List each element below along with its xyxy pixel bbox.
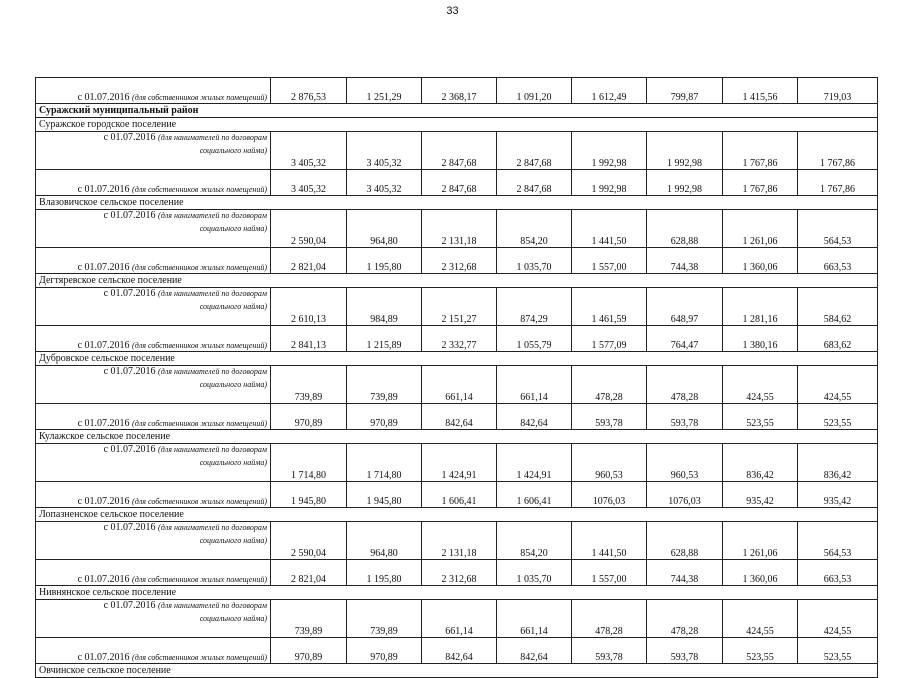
tenants-tariff-row xyxy=(36,132,878,170)
tariff-value: 564,53 xyxy=(798,210,878,248)
effective-date: с 01.07.2016 xyxy=(77,652,130,663)
row-label xyxy=(36,78,271,104)
effective-date: с 01.07.2016 xyxy=(77,184,130,195)
tariff-value: 970,89 xyxy=(271,404,347,430)
category-note: (для собственников жилых помещений) xyxy=(132,575,267,584)
effective-date: с 01.07.2016 xyxy=(77,92,130,103)
owners-tariff-row xyxy=(36,638,878,664)
row-label xyxy=(36,132,271,170)
effective-date: с 01.07.2016 xyxy=(103,366,156,377)
tariff-value: 935,42 xyxy=(723,482,798,508)
row-label xyxy=(36,248,271,274)
category-note: (для собственников жилых помещений) xyxy=(132,497,267,506)
tariff-value: 739,89 xyxy=(347,366,422,404)
row-label xyxy=(36,522,271,560)
category-note: (для собственников жилых помещений) xyxy=(132,341,267,350)
category-note: (для нанимателей по договорам xyxy=(158,445,267,454)
tariff-value: 842,64 xyxy=(497,404,572,430)
category-note: (для собственников жилых помещений) xyxy=(132,185,267,194)
effective-date: с 01.07.2016 xyxy=(77,496,130,507)
tariff-value: 1 767,86 xyxy=(723,132,798,170)
tariff-value: 2 332,77 xyxy=(422,326,497,352)
row-label xyxy=(36,482,271,508)
tariff-value: 1 612,49 xyxy=(572,78,647,104)
category-note: (для нанимателей по договорам xyxy=(158,289,267,298)
tariff-value: 584,62 xyxy=(798,288,878,326)
category-note-continued: социального найма) xyxy=(199,458,267,467)
tariff-value: 3 405,32 xyxy=(271,170,347,196)
settlement-name: Суражское городское поселение xyxy=(36,118,878,132)
tariff-value: 1 606,41 xyxy=(497,482,572,508)
tariff-value: 970,89 xyxy=(271,638,347,664)
settlement-name: Кулажское сельское поселение xyxy=(36,430,878,444)
tariff-value: 1 992,98 xyxy=(572,132,647,170)
row-label xyxy=(36,404,271,430)
tariff-value: 1 441,50 xyxy=(572,522,647,560)
tariff-value: 593,78 xyxy=(572,638,647,664)
settlement-name: Овчинское сельское поселение xyxy=(36,664,878,678)
tariff-value: 1 945,80 xyxy=(271,482,347,508)
row-label xyxy=(36,366,271,404)
tariff-value: 2 131,18 xyxy=(422,522,497,560)
tariff-value: 1 714,80 xyxy=(347,444,422,482)
tariff-value: 523,55 xyxy=(723,404,798,430)
tariff-value: 1 195,80 xyxy=(347,248,422,274)
tariff-value: 1 215,89 xyxy=(347,326,422,352)
tariff-value: 1 767,86 xyxy=(798,170,878,196)
tariff-value: 648,97 xyxy=(647,288,723,326)
settlement-name: Лопазненское сельское поселение xyxy=(36,508,878,522)
tariff-value: 1 055,79 xyxy=(497,326,572,352)
tariff-value: 842,64 xyxy=(422,638,497,664)
tariff-value: 424,55 xyxy=(723,600,798,638)
tariff-value: 1 767,86 xyxy=(798,132,878,170)
tariff-value: 478,28 xyxy=(572,600,647,638)
tariff-value: 478,28 xyxy=(647,600,723,638)
tariff-value: 854,20 xyxy=(497,210,572,248)
tariff-value: 628,88 xyxy=(647,522,723,560)
tariff-value: 836,42 xyxy=(798,444,878,482)
tariff-value: 1 251,29 xyxy=(347,78,422,104)
tariff-value: 842,64 xyxy=(422,404,497,430)
tariff-value: 1 035,70 xyxy=(497,248,572,274)
category-note: (для нанимателей по договорам xyxy=(158,367,267,376)
tariff-value: 1 557,00 xyxy=(572,560,647,586)
effective-date: с 01.07.2016 xyxy=(103,600,156,611)
row-label xyxy=(36,638,271,664)
tariff-value: 1 261,06 xyxy=(723,210,798,248)
tariff-table xyxy=(35,77,878,678)
owners-tariff-row xyxy=(36,482,878,508)
tariff-value: 1 767,86 xyxy=(723,170,798,196)
tariff-value: 1 360,06 xyxy=(723,248,798,274)
settlement-header-row xyxy=(36,352,878,366)
owners-tariff-row xyxy=(36,326,878,352)
tariff-value: 424,55 xyxy=(723,366,798,404)
owners-tariff-row xyxy=(36,78,878,104)
row-label xyxy=(36,600,271,638)
tariff-value: 3 405,32 xyxy=(347,170,422,196)
tariff-value: 1 714,80 xyxy=(271,444,347,482)
category-note: (для нанимателей по договорам xyxy=(158,523,267,532)
tariff-value: 960,53 xyxy=(647,444,723,482)
row-label xyxy=(36,560,271,586)
page-number: 33 xyxy=(446,5,459,17)
tariff-value: 2 847,68 xyxy=(497,170,572,196)
tariff-value: 739,89 xyxy=(347,600,422,638)
tariff-value: 836,42 xyxy=(723,444,798,482)
settlement-name: Дегтяревское сельское поселение xyxy=(36,274,878,288)
tariff-value: 799,87 xyxy=(647,78,723,104)
tariff-value: 2 876,53 xyxy=(271,78,347,104)
effective-date: с 01.07.2016 xyxy=(103,444,156,455)
tariff-value: 1 577,09 xyxy=(572,326,647,352)
settlement-header-row xyxy=(36,118,878,132)
tariff-value: 663,53 xyxy=(798,560,878,586)
tariff-value: 593,78 xyxy=(647,638,723,664)
tariff-value: 1 261,06 xyxy=(723,522,798,560)
tariff-value: 661,14 xyxy=(422,600,497,638)
row-label xyxy=(36,444,271,482)
tariff-value: 2 847,68 xyxy=(422,132,497,170)
row-label xyxy=(36,288,271,326)
effective-date: с 01.07.2016 xyxy=(103,288,156,299)
tariff-value: 478,28 xyxy=(572,366,647,404)
tenants-tariff-row xyxy=(36,210,878,248)
tariff-value: 564,53 xyxy=(798,522,878,560)
effective-date: с 01.07.2016 xyxy=(77,340,130,351)
owners-tariff-row xyxy=(36,248,878,274)
owners-tariff-row xyxy=(36,404,878,430)
tenants-tariff-row xyxy=(36,288,878,326)
category-note-continued: социального найма) xyxy=(199,302,267,311)
owners-tariff-row xyxy=(36,560,878,586)
effective-date: с 01.07.2016 xyxy=(77,262,130,273)
settlement-header-row xyxy=(36,196,878,210)
category-note: (для нанимателей по договорам xyxy=(158,133,267,142)
tariff-value: 984,89 xyxy=(347,288,422,326)
category-note-continued: социального найма) xyxy=(199,224,267,233)
tariff-value: 744,38 xyxy=(647,560,723,586)
category-note: (для собственников жилых помещений) xyxy=(132,93,267,102)
tariff-value: 739,89 xyxy=(271,600,347,638)
table-body xyxy=(36,78,878,678)
tariff-value: 1 380,16 xyxy=(723,326,798,352)
tariff-value: 2 131,18 xyxy=(422,210,497,248)
tariff-value: 1 424,91 xyxy=(497,444,572,482)
tariff-value: 935,42 xyxy=(798,482,878,508)
tariff-value: 960,53 xyxy=(572,444,647,482)
tariff-value: 523,55 xyxy=(798,404,878,430)
category-note-continued: социального найма) xyxy=(199,146,267,155)
tariff-value: 2 312,68 xyxy=(422,560,497,586)
tariff-value: 661,14 xyxy=(422,366,497,404)
tariff-value: 2 847,68 xyxy=(497,132,572,170)
settlement-name: Влазовичское сельское поселение xyxy=(36,196,878,210)
category-note: (для собственников жилых помещений) xyxy=(132,419,267,428)
tenants-tariff-row xyxy=(36,600,878,638)
tariff-value: 874,29 xyxy=(497,288,572,326)
tariff-value: 2 821,04 xyxy=(271,560,347,586)
tariff-value: 523,55 xyxy=(798,638,878,664)
tariff-value: 2 847,68 xyxy=(422,170,497,196)
tariff-value: 3 405,32 xyxy=(347,132,422,170)
settlement-header-row xyxy=(36,430,878,444)
tariff-value: 593,78 xyxy=(647,404,723,430)
effective-date: с 01.07.2016 xyxy=(77,418,130,429)
tariff-value: 744,38 xyxy=(647,248,723,274)
category-note-continued: социального найма) xyxy=(199,380,267,389)
row-label xyxy=(36,326,271,352)
category-note-continued: социального найма) xyxy=(199,536,267,545)
tariff-value: 1 035,70 xyxy=(497,560,572,586)
category-note: (для нанимателей по договорам xyxy=(158,211,267,220)
settlement-name: Нивнянское сельское поселение xyxy=(36,586,878,600)
settlement-header-row xyxy=(36,664,878,678)
tariff-value: 424,55 xyxy=(798,600,878,638)
tariff-value: 1 281,16 xyxy=(723,288,798,326)
tariff-value: 628,88 xyxy=(647,210,723,248)
tariff-value: 964,80 xyxy=(347,210,422,248)
tariff-value: 478,28 xyxy=(647,366,723,404)
tariff-value: 2 590,04 xyxy=(271,522,347,560)
tariff-value: 1 441,50 xyxy=(572,210,647,248)
tariff-value: 1 195,80 xyxy=(347,560,422,586)
tariff-value: 1 461,59 xyxy=(572,288,647,326)
tariff-value: 1 360,06 xyxy=(723,560,798,586)
row-label xyxy=(36,210,271,248)
owners-tariff-row xyxy=(36,170,878,196)
tariff-value: 854,20 xyxy=(497,522,572,560)
effective-date: с 01.07.2016 xyxy=(103,210,156,221)
tenants-tariff-row xyxy=(36,522,878,560)
tariff-value: 1 992,98 xyxy=(572,170,647,196)
tariff-value: 1 992,98 xyxy=(647,132,723,170)
tariff-value: 739,89 xyxy=(271,366,347,404)
district-name: Суражский муниципальный район xyxy=(36,104,878,118)
tariff-value: 683,62 xyxy=(798,326,878,352)
tariff-value: 1 945,80 xyxy=(347,482,422,508)
effective-date: с 01.07.2016 xyxy=(77,574,130,585)
tariff-value: 2 841,13 xyxy=(271,326,347,352)
tariff-value: 2 312,68 xyxy=(422,248,497,274)
tariff-value: 593,78 xyxy=(572,404,647,430)
tariff-value: 1 424,91 xyxy=(422,444,497,482)
tariff-value: 1076,03 xyxy=(572,482,647,508)
tariff-value: 970,89 xyxy=(347,638,422,664)
settlement-header-row xyxy=(36,508,878,522)
settlement-name: Дубровское сельское поселение xyxy=(36,352,878,366)
tariff-value: 2 590,04 xyxy=(271,210,347,248)
tariff-value: 424,55 xyxy=(798,366,878,404)
tariff-value: 2 610,13 xyxy=(271,288,347,326)
district-header-row xyxy=(36,104,878,118)
tariff-value: 663,53 xyxy=(798,248,878,274)
row-label xyxy=(36,170,271,196)
tariff-value: 964,80 xyxy=(347,522,422,560)
tariff-value: 2 151,27 xyxy=(422,288,497,326)
settlement-header-row xyxy=(36,274,878,288)
tariff-value: 661,14 xyxy=(497,600,572,638)
tariff-value: 523,55 xyxy=(723,638,798,664)
settlement-header-row xyxy=(36,586,878,600)
tariff-value: 3 405,32 xyxy=(271,132,347,170)
category-note: (для нанимателей по договорам xyxy=(158,601,267,610)
tariff-value: 764,47 xyxy=(647,326,723,352)
effective-date: с 01.07.2016 xyxy=(103,132,156,143)
category-note-continued: социального найма) xyxy=(199,614,267,623)
tariff-value: 661,14 xyxy=(497,366,572,404)
tariff-value: 1 992,98 xyxy=(647,170,723,196)
tenants-tariff-row xyxy=(36,444,878,482)
effective-date: с 01.07.2016 xyxy=(103,522,156,533)
category-note: (для собственников жилых помещений) xyxy=(132,653,267,662)
tariff-value: 1 557,00 xyxy=(572,248,647,274)
tariff-value: 1 415,56 xyxy=(723,78,798,104)
tariff-value: 1 091,20 xyxy=(497,78,572,104)
tariff-value: 842,64 xyxy=(497,638,572,664)
tenants-tariff-row xyxy=(36,366,878,404)
tariff-value: 1 606,41 xyxy=(422,482,497,508)
tariff-value: 719,03 xyxy=(798,78,878,104)
tariff-value: 1076,03 xyxy=(647,482,723,508)
tariff-value: 970,89 xyxy=(347,404,422,430)
tariff-value: 2 368,17 xyxy=(422,78,497,104)
tariff-value: 2 821,04 xyxy=(271,248,347,274)
category-note: (для собственников жилых помещений) xyxy=(132,263,267,272)
